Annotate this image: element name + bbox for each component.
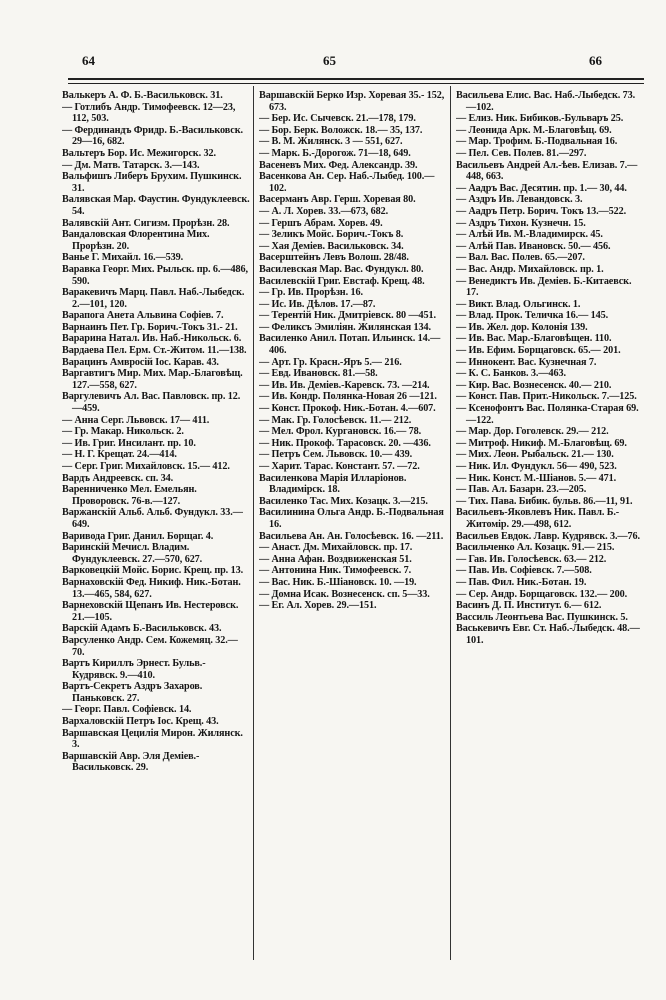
directory-entry: Васильева Ан. Ан. Голосѣевск. 16. —211. bbox=[259, 530, 444, 542]
directory-entry: — Ег. Ал. Хорев. 29.—151. bbox=[259, 600, 377, 612]
directory-entry: Васильева Елис. Вас. Наб.-Лыбедск. 73.—102. bbox=[456, 90, 636, 113]
directory-entry: — Мих. Леон. Рыбальск. 21.— 130. bbox=[456, 449, 614, 461]
directory-entry: — Георг. Павл. Софіевск. 14. bbox=[62, 704, 192, 716]
directory-entry: Вардаева Пел. Ерм. Ст.-Житом. 11.—138. bbox=[62, 345, 247, 357]
directory-entry: — Вас. Ник. Б.-Шіановск. 10. —19. bbox=[259, 576, 417, 588]
directory-entry: — Конст. Пав. Прит.-Никольск. 7.—125. bbox=[456, 391, 637, 403]
directory-entry: — Иннокент. Вас. Кузнечная 7. bbox=[456, 356, 597, 368]
directory-entry: Васерштейнъ Левъ Волош. 28/48. bbox=[259, 252, 409, 264]
directory-entry: — Фердинандъ Фридр. Б.-Васильковск. 29—16, 682. bbox=[62, 124, 243, 148]
directory-entry: Василенко Тас. Мих. Козацк. 3.—215. bbox=[259, 495, 428, 507]
directory-entry: Васильев Евдок. Лавр. Кудрявск. 3.—76. bbox=[456, 530, 640, 542]
directory-entry: — Анна Афан. Воздвиженская 51. bbox=[259, 553, 412, 565]
directory-entry: — Гр. Ив. Прорѣзн. 16. bbox=[259, 287, 363, 299]
directory-entry: — Ник. Прокоф. Тарасовск. 20. —436. bbox=[259, 437, 431, 449]
directory-entry: — Харит. Тарас. Констант. 57. —72. bbox=[259, 461, 420, 472]
directory-entry: Васинъ Д. П. Институт. 6.— 612. bbox=[456, 600, 602, 612]
directory-entry: — Ник. Конст. М.-Шіанов. 5.— 471. bbox=[456, 472, 617, 484]
directory-entry: Васильченко Ал. Козацк. 91.— 215. bbox=[456, 542, 615, 554]
directory-entry: Вассиль Леонтьева Вас. Пушкинск. 5. bbox=[456, 611, 628, 623]
directory-entry: — Алѣй Ив. М.-Владимирск. 45. bbox=[456, 229, 603, 241]
directory-entry: — Ксенофонтъ Вас. Полянка-Старая 69.—122. bbox=[456, 403, 639, 426]
directory-entry: Вартъ-Секретъ Аздръ Захаров. Паньковск. 27. bbox=[62, 681, 203, 704]
directory-entry: — Зеликъ Мойс. Борич.-Токъ 8. bbox=[259, 229, 404, 241]
directory-entry: Варковецкій Мойс. Борис. Крещ. пр. 13. bbox=[62, 565, 244, 577]
directory-entry: — Анна Серг. Львовск. 17— 411. bbox=[62, 414, 210, 426]
directory-entry: — Бер. Ис. Сычевск. 21.—178, 179. bbox=[259, 113, 416, 125]
column-middle bbox=[259, 90, 447, 970]
directory-entry: Вартъ Кириллъ Эрнест. Бульв.-Кудрявск. 9.—410. bbox=[62, 658, 206, 681]
directory-entry: Варшавскій Авр. Эля Деміев.-Васильковск. 29. bbox=[62, 750, 200, 774]
directory-entry: — Евд. Ивановск. 81.—58. bbox=[259, 368, 378, 380]
page-number-bar bbox=[40, 53, 632, 75]
directory-entry: Варгулевичъ Ал. Вас. Павловск. пр. 12.—459. bbox=[62, 391, 241, 415]
directory-entry: Валявскій Ант. Сигизм. Прорѣзн. 28. bbox=[62, 217, 230, 229]
directory-entry: — Кир. Вас. Вознесенск. 40.— 210. bbox=[456, 379, 612, 391]
directory-entry: — Ив. Вас. Мар.-Благовѣщен. 110. bbox=[456, 333, 612, 345]
directory-entry: Васеневъ Мих. Фед. Александр. 39. bbox=[259, 159, 418, 171]
directory-entry: Вальтеръ Бор. Ис. Межигорск. 32. bbox=[62, 147, 216, 159]
directory-entry: — Мар. Трофим. Б.-Подвальная 16. bbox=[456, 136, 618, 148]
directory-entry: Варавка Георг. Мих. Рыльск. пр. 6.—486, 590. bbox=[62, 263, 248, 287]
directory-entry: — Пав. Фил. Ник.-Ботан. 19. bbox=[456, 576, 587, 588]
directory-entry: — Анаст. Дм. Михайловск. пр. 17. bbox=[259, 542, 413, 554]
directory-entry: Варскій Адамъ Б.-Васильковск. 43. bbox=[62, 623, 222, 635]
directory-entry: Васильевъ-Яковлевъ Ник. Павл. Б.-Житомір. 29.—498, 612. bbox=[456, 507, 620, 530]
directory-entry: Вальфишъ Либеръ Брухим. Пушкинск. 31. bbox=[62, 171, 242, 194]
directory-entry: — Аздръ Тихон. Кузнечн. 15. bbox=[456, 217, 586, 229]
directory-entry: — Домна Исак. Вознесенск. сп. 5—33. bbox=[259, 588, 430, 600]
header-rule bbox=[68, 78, 644, 84]
directory-entry: Василенкова Марія Илларіонов. Владимірск. 18. bbox=[259, 472, 407, 496]
directory-entry: — Ив. Григ. Инсилант. пр. 10. bbox=[62, 437, 196, 449]
directory-entry: Варгавтигъ Мир. Мих. Мар.-Благовѣщ. 127.—558, 627. bbox=[62, 368, 243, 391]
column-divider bbox=[253, 86, 254, 960]
directory-entry: — Бор. Берк. Воложск. 18.— 35, 137. bbox=[259, 124, 423, 136]
directory-entry: — Леонида Арк. М.-Благовѣщ. 69. bbox=[456, 124, 612, 136]
directory-entry: Вардъ Андреевск. сп. 34. bbox=[62, 472, 174, 484]
directory-entry: Васенкова Ан. Сер. Наб.-Лыбед. 100.—102. bbox=[259, 171, 435, 194]
directory-entry: Варшавская Цецилія Мирон. Жилянск. 3. bbox=[62, 727, 243, 751]
directory-entry: Варапога Анета Альвина Софіев. 7. bbox=[62, 310, 224, 322]
directory-entry: — Дм. Матв. Татарск. 3.—143. bbox=[62, 159, 200, 171]
directory-entry: — Петръ Сем. Львовск. 10.— 439. bbox=[259, 449, 413, 461]
column-divider bbox=[450, 86, 451, 960]
directory-entry: — Тих. Пава. Бибик. бульв. 86.—11, 91. bbox=[456, 495, 633, 507]
directory-entry: Васерманъ Авр. Герш. Хоревая 80. bbox=[259, 194, 416, 206]
directory-entry: Варинскій Мечисл. Владим. Фундуклеевск. 27.—570, 627. bbox=[62, 542, 203, 565]
directory-entry: Варнаинъ Пет. Гр. Борич.-Токъ 31.- 21. bbox=[62, 321, 238, 333]
directory-entry: — Аадръ Вас. Десятин. пр. 1.— 30, 44. bbox=[456, 182, 627, 194]
directory-entry: — Готлибъ Андр. Тимофеевск. 12—23, 112, 503. bbox=[62, 101, 236, 125]
directory-entry: Васильевъ Андрей Ал.-ѣев. Елизав. 7.—448, 663. bbox=[456, 159, 638, 183]
directory-entry: Василевская Мар. Вас. Фундукл. 80. bbox=[259, 263, 424, 275]
page-number-left: 64 bbox=[82, 53, 95, 68]
directory-entry: Варацинъ Амвросій Іос. Карав. 43. bbox=[62, 356, 219, 368]
column-right bbox=[456, 90, 644, 970]
directory-entry: — Вал. Вас. Полев. 65.—207. bbox=[456, 252, 585, 264]
directory-entry: Василенко Анил. Потап. Ильинск. 14.—406. bbox=[259, 333, 441, 357]
directory-entry: Варнаховскій Фед. Никиф. Ник.-Ботан. 13.—465, 584, 627. bbox=[62, 576, 241, 600]
directory-entry: — Сер. Андр. Борщаговск. 132.— 200. bbox=[456, 588, 628, 600]
directory-entry: Варивода Григ. Данил. Борщаг. 4. bbox=[62, 530, 214, 542]
directory-entry: — Гав. Ив. Голосѣевск. 63.— 212. bbox=[456, 553, 607, 565]
directory-entry: — Гершъ Абрам. Хорев. 49. bbox=[259, 217, 383, 229]
directory-entry: — Вас. Андр. Михайловск. пр. 1. bbox=[456, 263, 604, 275]
directory-entry: — Митроф. Никиф. М.-Благовѣщ. 69. bbox=[456, 437, 627, 449]
directory-entry: Вандаловская Флорентина Мих. Прорѣзн. 20. bbox=[62, 229, 210, 252]
directory-entry: — Ив. Жел. дор. Колонія 139. bbox=[456, 321, 588, 333]
directory-entry: — Алѣй Пав. Ивановск. 50.— 456. bbox=[456, 240, 611, 252]
directory-entry: — А. Л. Хорев. 33.—673, 682. bbox=[259, 205, 389, 217]
directory-entry: Варнеховскій Щепанъ Ив. Нестеровск. 21.—105. bbox=[62, 600, 239, 623]
directory-entry: — Гр. Макар. Никольск. 2. bbox=[62, 426, 184, 438]
directory-entry: — Мел. Фрол. Кургановск. 16.— 78. bbox=[259, 426, 422, 438]
directory-entry: Василинина Ольга Андр. Б.-Подвальная 16. bbox=[259, 507, 444, 530]
directory-entry: — Ив. Кондр. Полянка-Новая 26 —121. bbox=[259, 391, 437, 403]
directory-entry: — Арт. Гр. Красн.-Яръ 5.— 216. bbox=[259, 356, 402, 368]
directory-entry: — Елиз. Ник. Бибиков.-Бульваръ 25. bbox=[456, 113, 624, 125]
directory-entry: Варакевичъ Марц. Павл. Наб.-Лыбедск. 2.—101, 120. bbox=[62, 287, 245, 310]
directory-entry: — Феликсъ Эмиліян. Жилянская 134. bbox=[259, 321, 431, 333]
directory-entry: — Серг. Григ. Михайловск. 15.— 412. bbox=[62, 461, 230, 472]
directory-entry: — Влад. Прок. Теличка 16.— 145. bbox=[456, 310, 609, 322]
page-number-right: 66 bbox=[589, 53, 602, 68]
directory-entry: — Мар. Дор. Гоголевск. 29.— 212. bbox=[456, 426, 609, 438]
directory-entry: Вархаловскій Петръ Іос. Крещ. 43. bbox=[62, 716, 219, 728]
directory-entry: — К. С. Банков. 3.—463. bbox=[456, 368, 566, 380]
directory-entry: — В. М. Жилянск. 3 — 551, 627. bbox=[259, 136, 403, 148]
directory-entry: — Ник. Ил. Фундукл. 56— 490, 523. bbox=[456, 461, 617, 472]
directory-entry: — Пав. Ал. Базарн. 23.—205. bbox=[456, 484, 587, 496]
directory-entry: — Антонина Ник. Тимофеевск. 7. bbox=[259, 565, 412, 577]
directory-entry: Василевскій Григ. Евстаф. Крещ. 48. bbox=[259, 275, 425, 287]
directory-entry: — Ив. Ефим. Борщаговск. 65.— 201. bbox=[456, 345, 621, 357]
directory-entry: — Мак. Гр. Голосѣевск. 11.— 212. bbox=[259, 414, 412, 426]
directory-entry: — Марк. Б.-Дорогож. 71—18, 649. bbox=[259, 147, 411, 159]
directory-entry: — Конст. Прокоф. Ник.-Ботан. 4.—607. bbox=[259, 403, 436, 415]
directory-entry: — Аздръ Ив. Левандовск. 3. bbox=[456, 194, 583, 206]
directory-entry: — Викт. Влад. Ольгинск. 1. bbox=[456, 298, 581, 310]
directory-entry: — Н. Г. Крещат. 24.—414. bbox=[62, 449, 177, 461]
directory-entry: Валявская Мар. Фаустин. Фундуклеевск. 54. bbox=[62, 194, 250, 217]
directory-entry: — Хая Деміев. Васильковск. 34. bbox=[259, 240, 404, 252]
directory-entry: Варжанскій Альб. Альб. Фундукл. 33.—649. bbox=[62, 507, 243, 530]
directory-entry: — Венедиктъ Ив. Деміев. Б.-Китаевск. 17. bbox=[456, 275, 632, 299]
directory-entry: — Терентій Ник. Дмитріевск. 80 —451. bbox=[259, 310, 436, 322]
directory-entry: Васькевичъ Евг. Ст. Наб.-Лыбедск. 48.—101. bbox=[456, 623, 640, 646]
directory-entry: Валькеръ А. Ф. Б.-Васильковск. 31. bbox=[62, 90, 223, 101]
directory-entry: — Пел. Сев. Полев. 81.—297. bbox=[456, 147, 587, 159]
directory-entry: — Ис. Ив. Дѣлов. 17.—87. bbox=[259, 298, 376, 310]
directory-entry: Варенниченко Мел. Емельян. Проворовск. 76-в.—127. bbox=[62, 484, 197, 507]
column-left bbox=[62, 90, 250, 970]
directory-entry: — Ив. Ив. Деміев.-Каревск. 73. —214. bbox=[259, 379, 430, 391]
directory-entry: Варарина Натал. Ив. Наб.-Никольск. 6. bbox=[62, 333, 242, 345]
directory-entry: — Пав. Ив. Софіевск. 7.—508. bbox=[456, 565, 592, 577]
directory-entry: Варсуленко Андр. Сем. Кожемяц. 32.—70. bbox=[62, 634, 238, 658]
directory-entry: Варшавскій Берко Изр. Хоревая 35.- 152, 673. bbox=[259, 90, 445, 113]
page-number-center: 65 bbox=[323, 53, 336, 68]
directory-entry: Ванье Г. Михайл. 16.—539. bbox=[62, 252, 184, 264]
directory-entry: — Аадръ Петр. Борич. Токъ 13.—522. bbox=[456, 205, 627, 217]
